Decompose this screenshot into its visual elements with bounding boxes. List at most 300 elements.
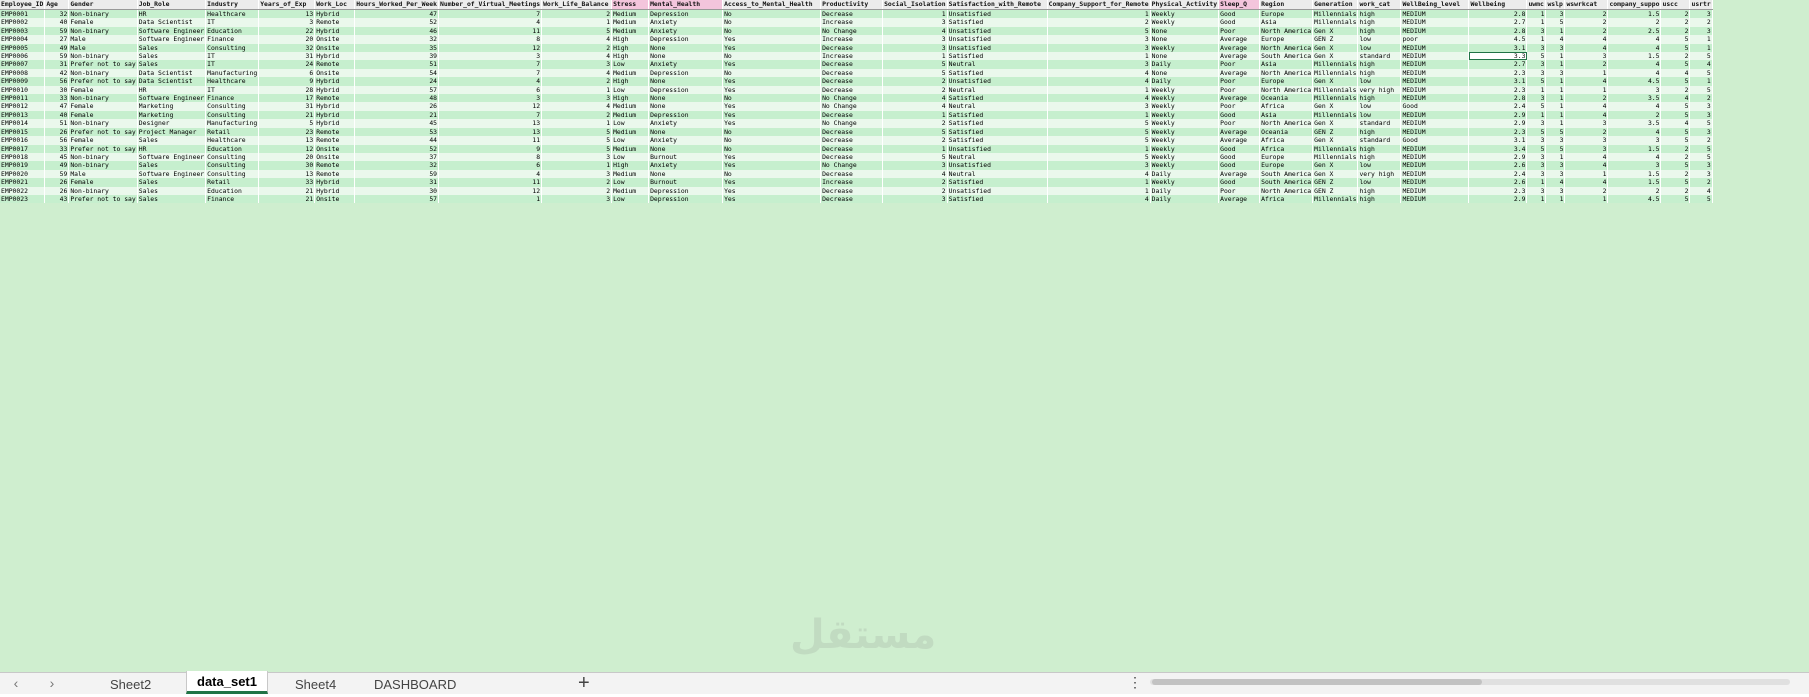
table-cell[interactable]: 24 <box>355 77 439 85</box>
table-cell[interactable]: 2 <box>1661 170 1690 178</box>
table-cell[interactable]: 2 <box>1608 187 1661 195</box>
table-cell[interactable]: 5 <box>1047 128 1150 136</box>
table-cell[interactable]: Unsatisfied <box>947 187 1047 195</box>
table-cell[interactable]: Female <box>69 18 137 26</box>
table-cell[interactable]: Remote <box>315 18 355 26</box>
table-cell[interactable]: 59 <box>355 170 439 178</box>
table-cell[interactable]: 31 <box>45 60 69 68</box>
table-cell[interactable]: GEN Z <box>1313 128 1358 136</box>
table-cell[interactable]: 4 <box>1661 119 1690 127</box>
table-cell[interactable]: Non-binary <box>69 153 137 161</box>
table-cell[interactable]: MEDIUM <box>1401 178 1469 186</box>
table-cell[interactable]: 2.6 <box>1469 178 1527 186</box>
table-cell[interactable]: 4 <box>439 170 542 178</box>
table-cell[interactable]: 3 <box>883 195 948 203</box>
table-cell[interactable]: Millennials <box>1314 144 1357 153</box>
table-cell[interactable]: 4 <box>1565 102 1608 110</box>
table-cell[interactable]: Decrease <box>821 153 883 161</box>
table-cell[interactable]: 5 <box>1690 119 1712 127</box>
table-cell[interactable]: EMP0017 <box>0 145 45 153</box>
table-cell[interactable]: 49 <box>45 161 69 169</box>
table-cell[interactable]: 5 <box>1527 128 1546 136</box>
table-cell[interactable]: Yes <box>723 161 821 169</box>
table-cell[interactable]: 52 <box>355 145 439 153</box>
table-cell[interactable]: Sales <box>137 161 205 169</box>
table-cell[interactable]: 4 <box>1661 69 1690 77</box>
table-cell[interactable]: 2 <box>883 136 948 144</box>
table-cell[interactable]: Healthcare <box>206 10 259 19</box>
table-cell[interactable]: Decrease <box>821 195 883 203</box>
column-header[interactable]: Number_of_Virtual_Meetings <box>440 0 541 8</box>
table-cell[interactable]: 2.4 <box>1469 102 1527 110</box>
table-cell[interactable]: Female <box>69 111 137 119</box>
table-cell[interactable]: Poor <box>1219 102 1260 110</box>
table-cell[interactable]: Decrease <box>821 187 883 195</box>
sheet-tab-sheet4[interactable]: Sheet4 <box>295 677 337 692</box>
table-cell[interactable]: 56 <box>45 77 69 85</box>
table-cell[interactable]: 4 <box>1565 161 1608 169</box>
column-header[interactable]: Years_of_Exp <box>259 0 315 10</box>
table-cell[interactable]: Gen X <box>1313 77 1358 85</box>
table-cell[interactable]: 2 <box>1661 27 1690 35</box>
table-cell[interactable]: 1 <box>1527 35 1546 43</box>
table-cell[interactable]: high <box>1358 145 1401 153</box>
column-header[interactable]: wslp <box>1546 0 1565 10</box>
table-cell[interactable]: 1 <box>439 195 542 203</box>
table-cell[interactable]: 27 <box>45 35 69 43</box>
table-cell[interactable]: 26 <box>45 187 69 195</box>
table-cell[interactable]: 1 <box>1546 195 1565 203</box>
table-cell[interactable]: 4.5 <box>1608 77 1661 85</box>
table-cell[interactable]: 3 <box>1565 136 1608 144</box>
chevron-right-icon[interactable]: › <box>49 675 55 691</box>
table-cell[interactable]: Hybrid <box>315 86 355 94</box>
table-cell[interactable]: 3 <box>1690 111 1712 119</box>
table-cell[interactable]: 3 <box>439 94 542 102</box>
table-cell[interactable]: Female <box>69 178 137 186</box>
table-cell[interactable]: Consulting <box>206 153 259 161</box>
table-cell[interactable]: IT <box>206 60 259 68</box>
table-cell[interactable]: Manufacturing <box>207 119 258 128</box>
table-cell[interactable]: 1 <box>542 18 612 26</box>
table-cell[interactable]: No <box>723 94 821 102</box>
table-cell[interactable]: Hybrid <box>315 119 355 127</box>
table-cell[interactable]: North America <box>1261 26 1312 35</box>
table-cell[interactable]: Hybrid <box>315 10 355 19</box>
table-cell[interactable]: Hybrid <box>315 52 355 60</box>
table-cell[interactable]: 1 <box>883 52 948 60</box>
column-header[interactable]: Industry <box>206 0 259 10</box>
table-cell[interactable]: MEDIUM <box>1401 187 1469 195</box>
table-cell[interactable]: MEDIUM <box>1401 60 1469 68</box>
table-cell[interactable]: 5 <box>1690 153 1712 161</box>
table-cell[interactable]: Data Scientist <box>137 77 205 85</box>
table-cell[interactable]: 2.7 <box>1469 18 1527 26</box>
table-cell[interactable]: Anxiety <box>649 27 723 35</box>
table-cell[interactable]: Millennials <box>1314 60 1357 69</box>
table-cell[interactable]: 5 <box>1661 128 1690 136</box>
table-cell[interactable]: 4 <box>1047 195 1150 203</box>
table-cell[interactable]: 26 <box>45 178 69 186</box>
table-cell[interactable]: Education <box>206 145 259 153</box>
table-cell[interactable]: 3 <box>1527 153 1546 161</box>
table-cell[interactable]: Prefer not to say <box>70 194 136 203</box>
table-cell[interactable]: 7 <box>439 10 542 19</box>
table-cell[interactable]: 1 <box>1565 170 1608 178</box>
column-header[interactable]: Mental_Health <box>649 0 723 10</box>
table-cell[interactable]: 6 <box>439 161 542 169</box>
table-cell[interactable]: High <box>612 35 649 43</box>
table-cell[interactable]: South America <box>1261 52 1312 61</box>
table-cell[interactable]: 3.1 <box>1469 77 1527 85</box>
table-cell[interactable]: 3 <box>1047 102 1150 110</box>
table-cell[interactable]: 3 <box>1527 27 1546 35</box>
table-cell[interactable]: 2 <box>1661 187 1690 195</box>
table-cell[interactable]: 5 <box>542 145 612 153</box>
column-header[interactable]: Physical_Activity <box>1151 0 1218 8</box>
table-cell[interactable]: 4 <box>1565 77 1608 85</box>
table-cell[interactable]: 2 <box>1047 18 1150 26</box>
table-cell[interactable]: Non-binary <box>69 10 137 19</box>
table-cell[interactable]: Yes <box>723 44 821 52</box>
table-cell[interactable]: Remote <box>315 60 355 68</box>
table-cell[interactable]: 11 <box>439 27 542 35</box>
table-cell[interactable]: 44 <box>355 136 439 144</box>
table-cell[interactable]: Good <box>1219 153 1260 161</box>
table-cell[interactable]: 35 <box>355 44 439 52</box>
table-cell[interactable]: low <box>1358 77 1401 85</box>
table-cell[interactable]: Designer <box>137 119 205 127</box>
table-cell[interactable]: Consulting <box>206 170 259 178</box>
table-cell[interactable]: Weekly <box>1150 119 1218 127</box>
table-cell[interactable]: Poor <box>1219 27 1260 35</box>
table-cell[interactable]: Good <box>1401 102 1469 110</box>
table-cell[interactable]: EMP0014 <box>0 119 45 127</box>
table-cell[interactable]: Average <box>1219 195 1260 203</box>
table-cell[interactable]: EMP0023 <box>0 195 45 203</box>
table-cell[interactable]: Sales <box>137 178 205 186</box>
table-cell[interactable]: Consulting <box>206 161 259 169</box>
table-cell[interactable]: MEDIUM <box>1401 170 1469 178</box>
table-cell[interactable]: Average <box>1219 136 1260 144</box>
table-cell[interactable]: Weekly <box>1150 94 1218 102</box>
table-cell[interactable]: Daily <box>1150 187 1218 195</box>
chevron-left-icon[interactable]: ‹ <box>13 675 19 691</box>
table-cell[interactable]: No <box>723 69 821 77</box>
table-cell[interactable]: 1 <box>542 86 612 94</box>
table-cell[interactable]: 1.5 <box>1608 145 1661 153</box>
table-cell[interactable]: very high <box>1358 170 1401 178</box>
table-cell[interactable]: 2 <box>1608 111 1661 119</box>
table-cell[interactable]: 59 <box>45 170 69 178</box>
table-cell[interactable]: 3 <box>1047 44 1150 52</box>
table-cell[interactable]: Finance <box>206 94 259 102</box>
table-cell[interactable]: 5 <box>1527 52 1546 60</box>
table-cell[interactable]: 5 <box>1527 145 1546 153</box>
table-cell[interactable]: None <box>649 94 723 102</box>
table-cell[interactable]: 51 <box>355 60 439 68</box>
table-cell[interactable]: 3 <box>1565 52 1608 60</box>
table-cell[interactable]: Depression <box>649 187 723 195</box>
table-cell[interactable]: 3 <box>542 94 612 102</box>
table-cell[interactable]: Increase <box>821 35 883 43</box>
table-cell[interactable]: Yes <box>723 187 821 195</box>
table-cell[interactable]: 1 <box>1546 94 1565 102</box>
table-cell[interactable]: Medium <box>612 111 649 119</box>
table-cell[interactable]: 1 <box>1047 178 1150 186</box>
table-cell[interactable]: Depression <box>649 35 723 43</box>
table-cell[interactable]: 3 <box>883 44 948 52</box>
table-cell[interactable]: 3 <box>1690 170 1712 178</box>
table-cell[interactable]: 57 <box>355 86 439 94</box>
column-header[interactable]: Job_Role <box>137 0 205 10</box>
table-cell[interactable]: 1 <box>1546 119 1565 127</box>
table-cell[interactable]: Unsatisfied <box>947 44 1047 52</box>
table-cell[interactable]: 31 <box>259 102 315 110</box>
table-cell[interactable]: low <box>1358 161 1401 169</box>
table-cell[interactable]: No <box>723 10 821 19</box>
table-cell[interactable]: Healthcare <box>206 136 259 144</box>
table-cell[interactable]: 3 <box>1546 161 1565 169</box>
table-cell[interactable]: 4 <box>1565 44 1608 52</box>
table-cell[interactable]: Decrease <box>821 136 883 144</box>
column-header[interactable]: uscc <box>1661 0 1690 10</box>
table-cell[interactable]: 2 <box>1565 60 1608 68</box>
table-cell[interactable]: MEDIUM <box>1401 195 1469 203</box>
table-cell[interactable]: 1 <box>1047 52 1150 60</box>
table-cell[interactable]: Weekly <box>1150 128 1218 136</box>
table-cell[interactable]: Average <box>1219 94 1260 102</box>
table-cell[interactable]: 2 <box>1661 18 1690 26</box>
table-cell[interactable]: 4 <box>883 94 948 102</box>
table-cell[interactable]: 5 <box>1661 102 1690 110</box>
table-cell[interactable]: Remote <box>315 128 355 136</box>
table-cell[interactable]: 40 <box>45 18 69 26</box>
table-cell[interactable]: 3 <box>1608 86 1661 94</box>
table-cell[interactable]: Gen X <box>1313 136 1358 144</box>
table-cell[interactable]: 5 <box>1661 195 1690 203</box>
column-header[interactable]: Gender <box>69 0 137 10</box>
table-cell[interactable]: 1 <box>1047 111 1150 119</box>
table-cell[interactable]: 30 <box>355 187 439 195</box>
table-cell[interactable]: MEDIUM <box>1401 77 1469 85</box>
table-cell[interactable]: 1 <box>883 10 948 19</box>
table-cell[interactable]: EMP0007 <box>0 60 45 68</box>
table-cell[interactable]: 2.3 <box>1469 86 1527 94</box>
table-cell[interactable]: EMP0016 <box>0 136 45 144</box>
table-cell[interactable]: Weekly <box>1150 161 1218 169</box>
table-cell[interactable]: 42 <box>45 69 69 77</box>
table-cell[interactable]: EMP0019 <box>0 161 45 169</box>
table-cell[interactable]: low <box>1358 44 1401 52</box>
table-cell[interactable]: Neutral <box>947 153 1047 161</box>
table-cell[interactable]: Software Engineer <box>138 169 205 178</box>
table-cell[interactable]: 4 <box>1661 94 1690 102</box>
table-cell[interactable]: Satisfied <box>947 69 1047 77</box>
table-cell[interactable]: 11 <box>439 136 542 144</box>
table-cell[interactable]: 5 <box>1047 27 1150 35</box>
table-cell[interactable]: 5 <box>542 136 612 144</box>
table-cell[interactable]: 3 <box>1690 102 1712 110</box>
table-cell[interactable]: Non-binary <box>69 52 137 60</box>
table-cell[interactable]: 11 <box>439 178 542 186</box>
table-cell[interactable]: Consulting <box>206 111 259 119</box>
table-cell[interactable]: 4 <box>1565 153 1608 161</box>
table-cell[interactable]: 4 <box>1608 102 1661 110</box>
table-cell[interactable]: Yes <box>723 77 821 85</box>
table-cell[interactable]: No <box>723 145 821 153</box>
table-cell[interactable]: 4 <box>1608 35 1661 43</box>
column-header[interactable]: Wellbeing <box>1469 0 1527 10</box>
table-cell[interactable]: 3 <box>1690 27 1712 35</box>
table-cell[interactable]: 3.1 <box>1469 44 1527 52</box>
table-cell[interactable]: 33 <box>45 145 69 153</box>
table-cell[interactable]: Gen X <box>1313 27 1358 35</box>
table-cell[interactable]: 5 <box>1661 136 1690 144</box>
table-cell[interactable]: Depression <box>649 86 723 94</box>
table-cell[interactable]: Good <box>1219 161 1260 169</box>
table-cell[interactable]: 13 <box>259 136 315 144</box>
table-cell[interactable]: Neutral <box>947 60 1047 68</box>
table-cell[interactable]: Weekly <box>1150 102 1218 110</box>
table-cell[interactable]: 3 <box>542 170 612 178</box>
table-cell[interactable]: Europe <box>1260 153 1313 161</box>
table-cell[interactable]: South America <box>1261 169 1312 178</box>
table-cell[interactable]: 33 <box>259 178 315 186</box>
table-cell[interactable]: 2 <box>1690 94 1712 102</box>
table-cell[interactable]: standard <box>1358 52 1401 60</box>
table-cell[interactable]: Software Engineer <box>138 152 205 161</box>
table-cell[interactable]: Average <box>1219 52 1260 60</box>
table-cell[interactable]: 1 <box>1527 10 1546 19</box>
table-cell[interactable]: 1 <box>542 119 612 127</box>
table-cell[interactable]: low <box>1358 111 1401 119</box>
table-cell[interactable]: Yes <box>723 111 821 119</box>
table-cell[interactable]: Weekly <box>1150 10 1218 19</box>
table-cell[interactable]: 4 <box>1608 44 1661 52</box>
table-cell[interactable]: Satisfied <box>947 18 1047 26</box>
column-header[interactable]: wswrkcat <box>1565 0 1608 10</box>
table-cell[interactable]: HR <box>137 10 205 19</box>
table-cell[interactable]: Low <box>612 86 649 94</box>
table-cell[interactable]: 5 <box>1661 35 1690 43</box>
table-cell[interactable]: Onsite <box>315 35 355 43</box>
table-cell[interactable]: 1.5 <box>1608 178 1661 186</box>
table-cell[interactable]: Low <box>612 153 649 161</box>
table-cell[interactable]: 1 <box>1546 77 1565 85</box>
table-cell[interactable]: Onsite <box>315 195 355 203</box>
table-cell[interactable]: EMP0012 <box>0 102 45 110</box>
table-cell[interactable]: Good <box>1219 178 1260 186</box>
table-cell[interactable]: 1 <box>1690 35 1712 43</box>
table-cell[interactable]: Depression <box>649 10 723 19</box>
table-cell[interactable]: Low <box>612 136 649 144</box>
table-cell[interactable]: Non-binary <box>69 69 137 77</box>
table-cell[interactable]: Data Scientist <box>137 18 205 26</box>
table-cell[interactable]: 48 <box>355 94 439 102</box>
table-cell[interactable]: 1 <box>1546 52 1565 60</box>
table-cell[interactable]: 2 <box>1661 52 1690 60</box>
table-cell[interactable]: 6 <box>259 69 315 77</box>
table-cell[interactable]: 2 <box>1565 128 1608 136</box>
table-cell[interactable]: 5 <box>883 69 948 77</box>
table-cell[interactable]: Prefer not to say <box>70 127 136 136</box>
table-cell[interactable]: 24 <box>259 60 315 68</box>
column-header[interactable]: uwmc <box>1527 0 1546 10</box>
table-cell[interactable]: Asia <box>1260 60 1313 68</box>
table-cell[interactable]: 2 <box>1565 10 1608 19</box>
table-cell[interactable]: 2 <box>1661 10 1690 19</box>
table-cell[interactable]: 53 <box>355 128 439 136</box>
table-cell[interactable]: MEDIUM <box>1401 153 1469 161</box>
table-cell[interactable]: None <box>649 128 723 136</box>
table-cell[interactable]: Decrease <box>821 77 883 85</box>
table-cell[interactable]: Non-binary <box>69 161 137 169</box>
table-cell[interactable]: 2.3 <box>1469 187 1527 195</box>
column-header[interactable]: Region <box>1260 0 1313 10</box>
table-cell[interactable]: 31 <box>259 52 315 60</box>
table-cell[interactable]: 5 <box>1690 69 1712 77</box>
table-cell[interactable]: 40 <box>45 111 69 119</box>
table-cell[interactable]: 4 <box>1608 60 1661 68</box>
table-cell[interactable]: 3 <box>883 18 948 26</box>
table-cell[interactable]: high <box>1358 187 1401 195</box>
table-cell[interactable]: 4 <box>542 52 612 60</box>
table-cell[interactable]: 1 <box>542 161 612 169</box>
table-cell[interactable]: high <box>1358 69 1401 77</box>
table-cell[interactable]: Sales <box>137 52 205 60</box>
table-cell[interactable]: 13 <box>259 170 315 178</box>
table-cell[interactable]: No Change <box>821 119 883 127</box>
table-cell[interactable]: 3 <box>1546 69 1565 77</box>
table-cell[interactable]: Africa <box>1260 195 1313 203</box>
table-cell[interactable]: high <box>1358 94 1401 102</box>
column-header[interactable]: WellBeing_level <box>1401 0 1469 10</box>
table-cell[interactable]: Millennials <box>1314 110 1357 119</box>
table-cell[interactable]: Increase <box>821 18 883 26</box>
table-cell[interactable]: Yes <box>723 35 821 43</box>
table-cell[interactable]: 43 <box>45 195 69 203</box>
table-cell[interactable]: 49 <box>45 44 69 52</box>
table-cell[interactable]: 3 <box>1608 161 1661 169</box>
table-cell[interactable]: Africa <box>1260 145 1313 153</box>
table-cell[interactable]: Data Scientist <box>137 69 205 77</box>
table-cell[interactable]: 3 <box>1690 128 1712 136</box>
table-cell[interactable]: Africa <box>1260 136 1313 144</box>
table-cell[interactable]: EMP0018 <box>0 153 45 161</box>
table-cell[interactable]: 1 <box>1546 102 1565 110</box>
table-cell[interactable]: Gen X <box>1313 119 1358 127</box>
table-cell[interactable]: Good <box>1219 18 1260 26</box>
table-cell[interactable]: 4 <box>1047 69 1150 77</box>
table-cell[interactable]: No Change <box>821 102 883 110</box>
table-cell[interactable]: 3 <box>1527 69 1546 77</box>
table-cell[interactable]: MEDIUM <box>1401 18 1469 26</box>
table-cell[interactable]: high <box>1358 153 1401 161</box>
table-cell[interactable]: MEDIUM <box>1401 44 1469 52</box>
table-cell[interactable]: 13 <box>439 119 542 127</box>
table-cell[interactable]: 5 <box>1527 77 1546 85</box>
table-cell[interactable]: Medium <box>612 128 649 136</box>
table-cell[interactable]: Decrease <box>821 69 883 77</box>
table-cell[interactable]: 3.3 <box>1469 52 1527 60</box>
table-cell[interactable]: 3.1 <box>1469 136 1527 144</box>
table-cell[interactable]: Marketing <box>137 102 205 110</box>
table-cell[interactable]: IT <box>206 52 259 60</box>
table-cell[interactable]: low <box>1358 178 1401 186</box>
table-cell[interactable]: 1.5 <box>1608 10 1661 19</box>
table-cell[interactable]: 1 <box>1565 69 1608 77</box>
